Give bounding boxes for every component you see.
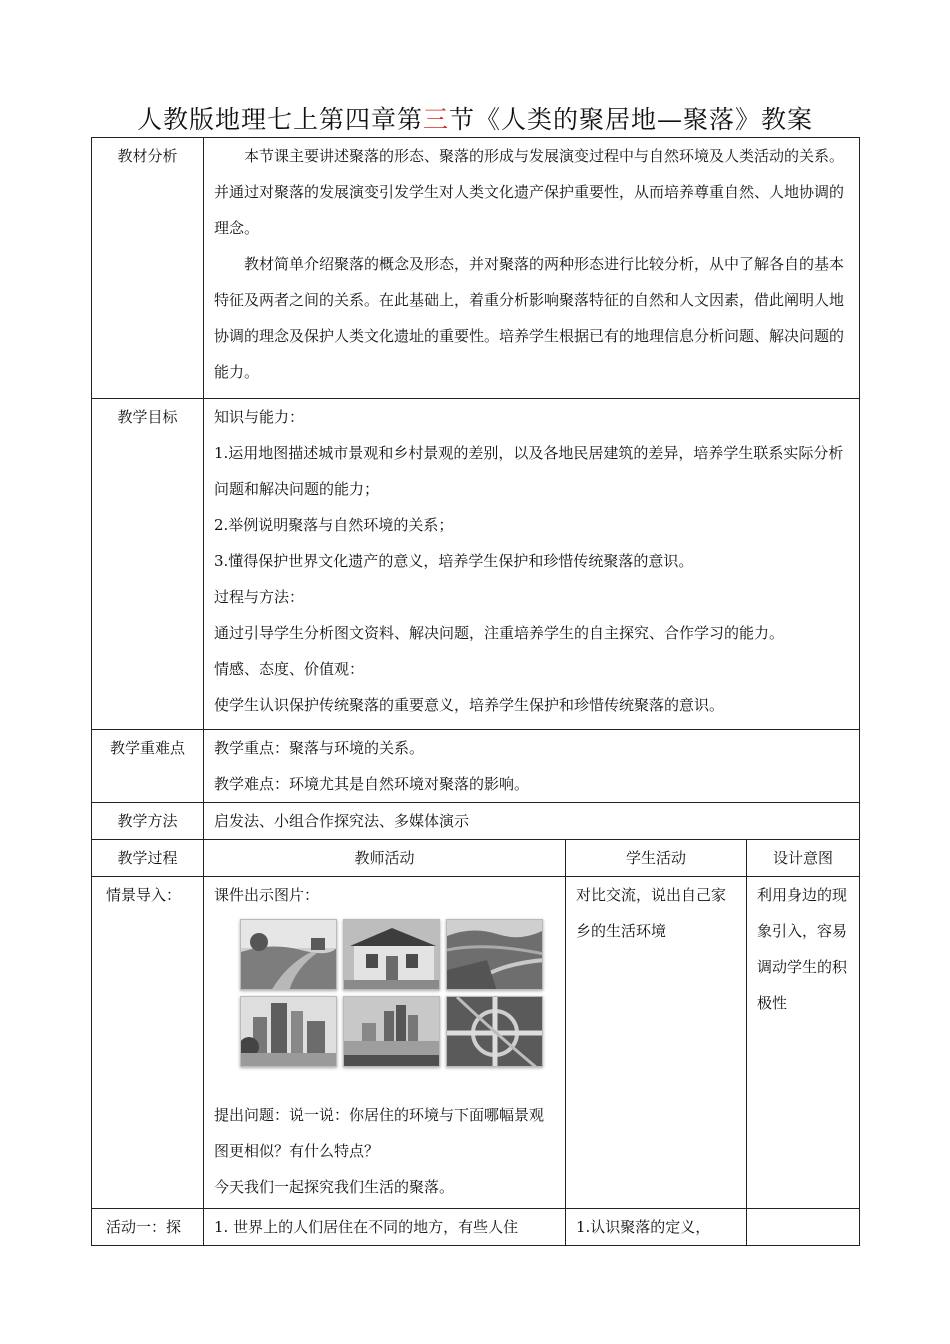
key-focus: 教学重点：聚落与环境的关系。 xyxy=(214,739,425,757)
landscape-photo-grid xyxy=(240,919,555,1067)
method-label: 教学方法 xyxy=(92,803,204,840)
process-header-student: 学生活动 xyxy=(566,840,747,877)
lesson-plan-table xyxy=(91,137,860,1246)
analysis-paragraph-1: 本节课主要讲述聚落的形态、聚落的形成与发展演变过程中与自然环境及人类活动的关系。并通过对聚落的发展演变引发学生对人类文化遗产保护重要性，从而培养尊重自然、人地协调的理念。 xyxy=(214,147,845,237)
rural-house-photo xyxy=(343,919,440,990)
intro-intent: 利用身边的现象引入，容易调动学生的积极性 xyxy=(747,877,860,1209)
goals-line: 过程与方法： xyxy=(214,588,305,606)
goals-line: 情感、态度、价值观： xyxy=(214,660,365,678)
goals-label: 教学目标 xyxy=(92,399,204,730)
method-row xyxy=(92,803,860,840)
keypoints-row xyxy=(92,730,860,803)
intro-row xyxy=(92,877,860,1209)
process-header-teacher: 教师活动 xyxy=(204,840,566,877)
highway-interchange-photo xyxy=(446,996,543,1067)
intro-teacher-top: 课件出示图片： xyxy=(214,886,320,904)
activity1-student: 1.认识聚落的定义， xyxy=(566,1209,747,1246)
intro-label: 情景导入： xyxy=(92,877,204,1209)
method-value: 启发法、小组合作探究法、多媒体演示 xyxy=(204,803,860,840)
intro-teacher xyxy=(204,877,566,1209)
activity1-row xyxy=(92,1209,860,1246)
analysis-row xyxy=(92,138,860,399)
title-text: 人教版地理七上第四章第 xyxy=(136,105,423,134)
city-buildings-photo xyxy=(240,996,337,1067)
keypoints-label: 教学重难点 xyxy=(92,730,204,803)
city-river-photo xyxy=(343,996,440,1067)
document-title xyxy=(0,100,950,136)
intro-teacher-question: 提出问题：说一说：你居住的环境与下面哪幅景观图更相似？有什么特点？ xyxy=(214,1106,545,1160)
goals-line: 3.懂得保护世界文化遗产的意义，培养学生保护和珍惜传统聚落的意识。 xyxy=(214,552,694,570)
farmland-aerial-photo xyxy=(446,919,543,990)
goals-content xyxy=(204,399,860,730)
intro-student: 对比交流，说出自己家乡的生活环境 xyxy=(566,877,747,1209)
goals-line: 2.举例说明聚落与自然环境的关系； xyxy=(214,516,454,534)
goals-line: 知识与能力： xyxy=(214,408,305,426)
key-difficulty: 教学难点：环境尤其是自然环境对聚落的影响。 xyxy=(214,775,530,793)
process-header-intent: 设计意图 xyxy=(747,840,860,877)
analysis-content xyxy=(204,138,860,399)
intro-teacher-closing: 今天我们一起探究我们生活的聚落。 xyxy=(214,1178,455,1196)
analysis-label: 教材分析 xyxy=(92,138,204,399)
title-highlight: 三 xyxy=(422,105,449,134)
village-road-photo xyxy=(240,919,337,990)
goals-line: 1.运用地图描述城市景观和乡村景观的差别，以及各地民居建筑的差异，培养学生联系实际分析问题和解决问题的能力； xyxy=(214,444,844,498)
goals-line: 通过引导学生分析图文资料、解决问题，注重培养学生的自主探究、合作学习的能力。 xyxy=(214,624,785,642)
analysis-paragraph-2: 教材简单介绍聚落的概念及形态，并对聚落的两种形态进行比较分析，从中了解各自的基本特征及两者之间的关系。在此基础上，着重分析影响聚落特征的自然和人文因素，借此阐明人地协调的理念及保护人类文化遗址的重要性。培养学生根据已有的地理信息分析问题、解决问题的能力。 xyxy=(214,255,845,381)
activity1-intent xyxy=(747,1209,860,1246)
goals-line: 使学生认识保护传统聚落的重要意义，培养学生保护和珍惜传统聚落的意识。 xyxy=(214,696,725,714)
title-text-end: 节《人类的聚居地—聚落》教案 xyxy=(449,105,814,134)
process-header-stage: 教学过程 xyxy=(92,840,204,877)
activity1-teacher: 1. 世界上的人们居住在不同的地方，有些人住 xyxy=(204,1209,566,1246)
goals-row xyxy=(92,399,860,730)
keypoints-content xyxy=(204,730,860,803)
activity1-label: 活动一：探 xyxy=(92,1209,204,1246)
process-header-row xyxy=(92,840,860,877)
